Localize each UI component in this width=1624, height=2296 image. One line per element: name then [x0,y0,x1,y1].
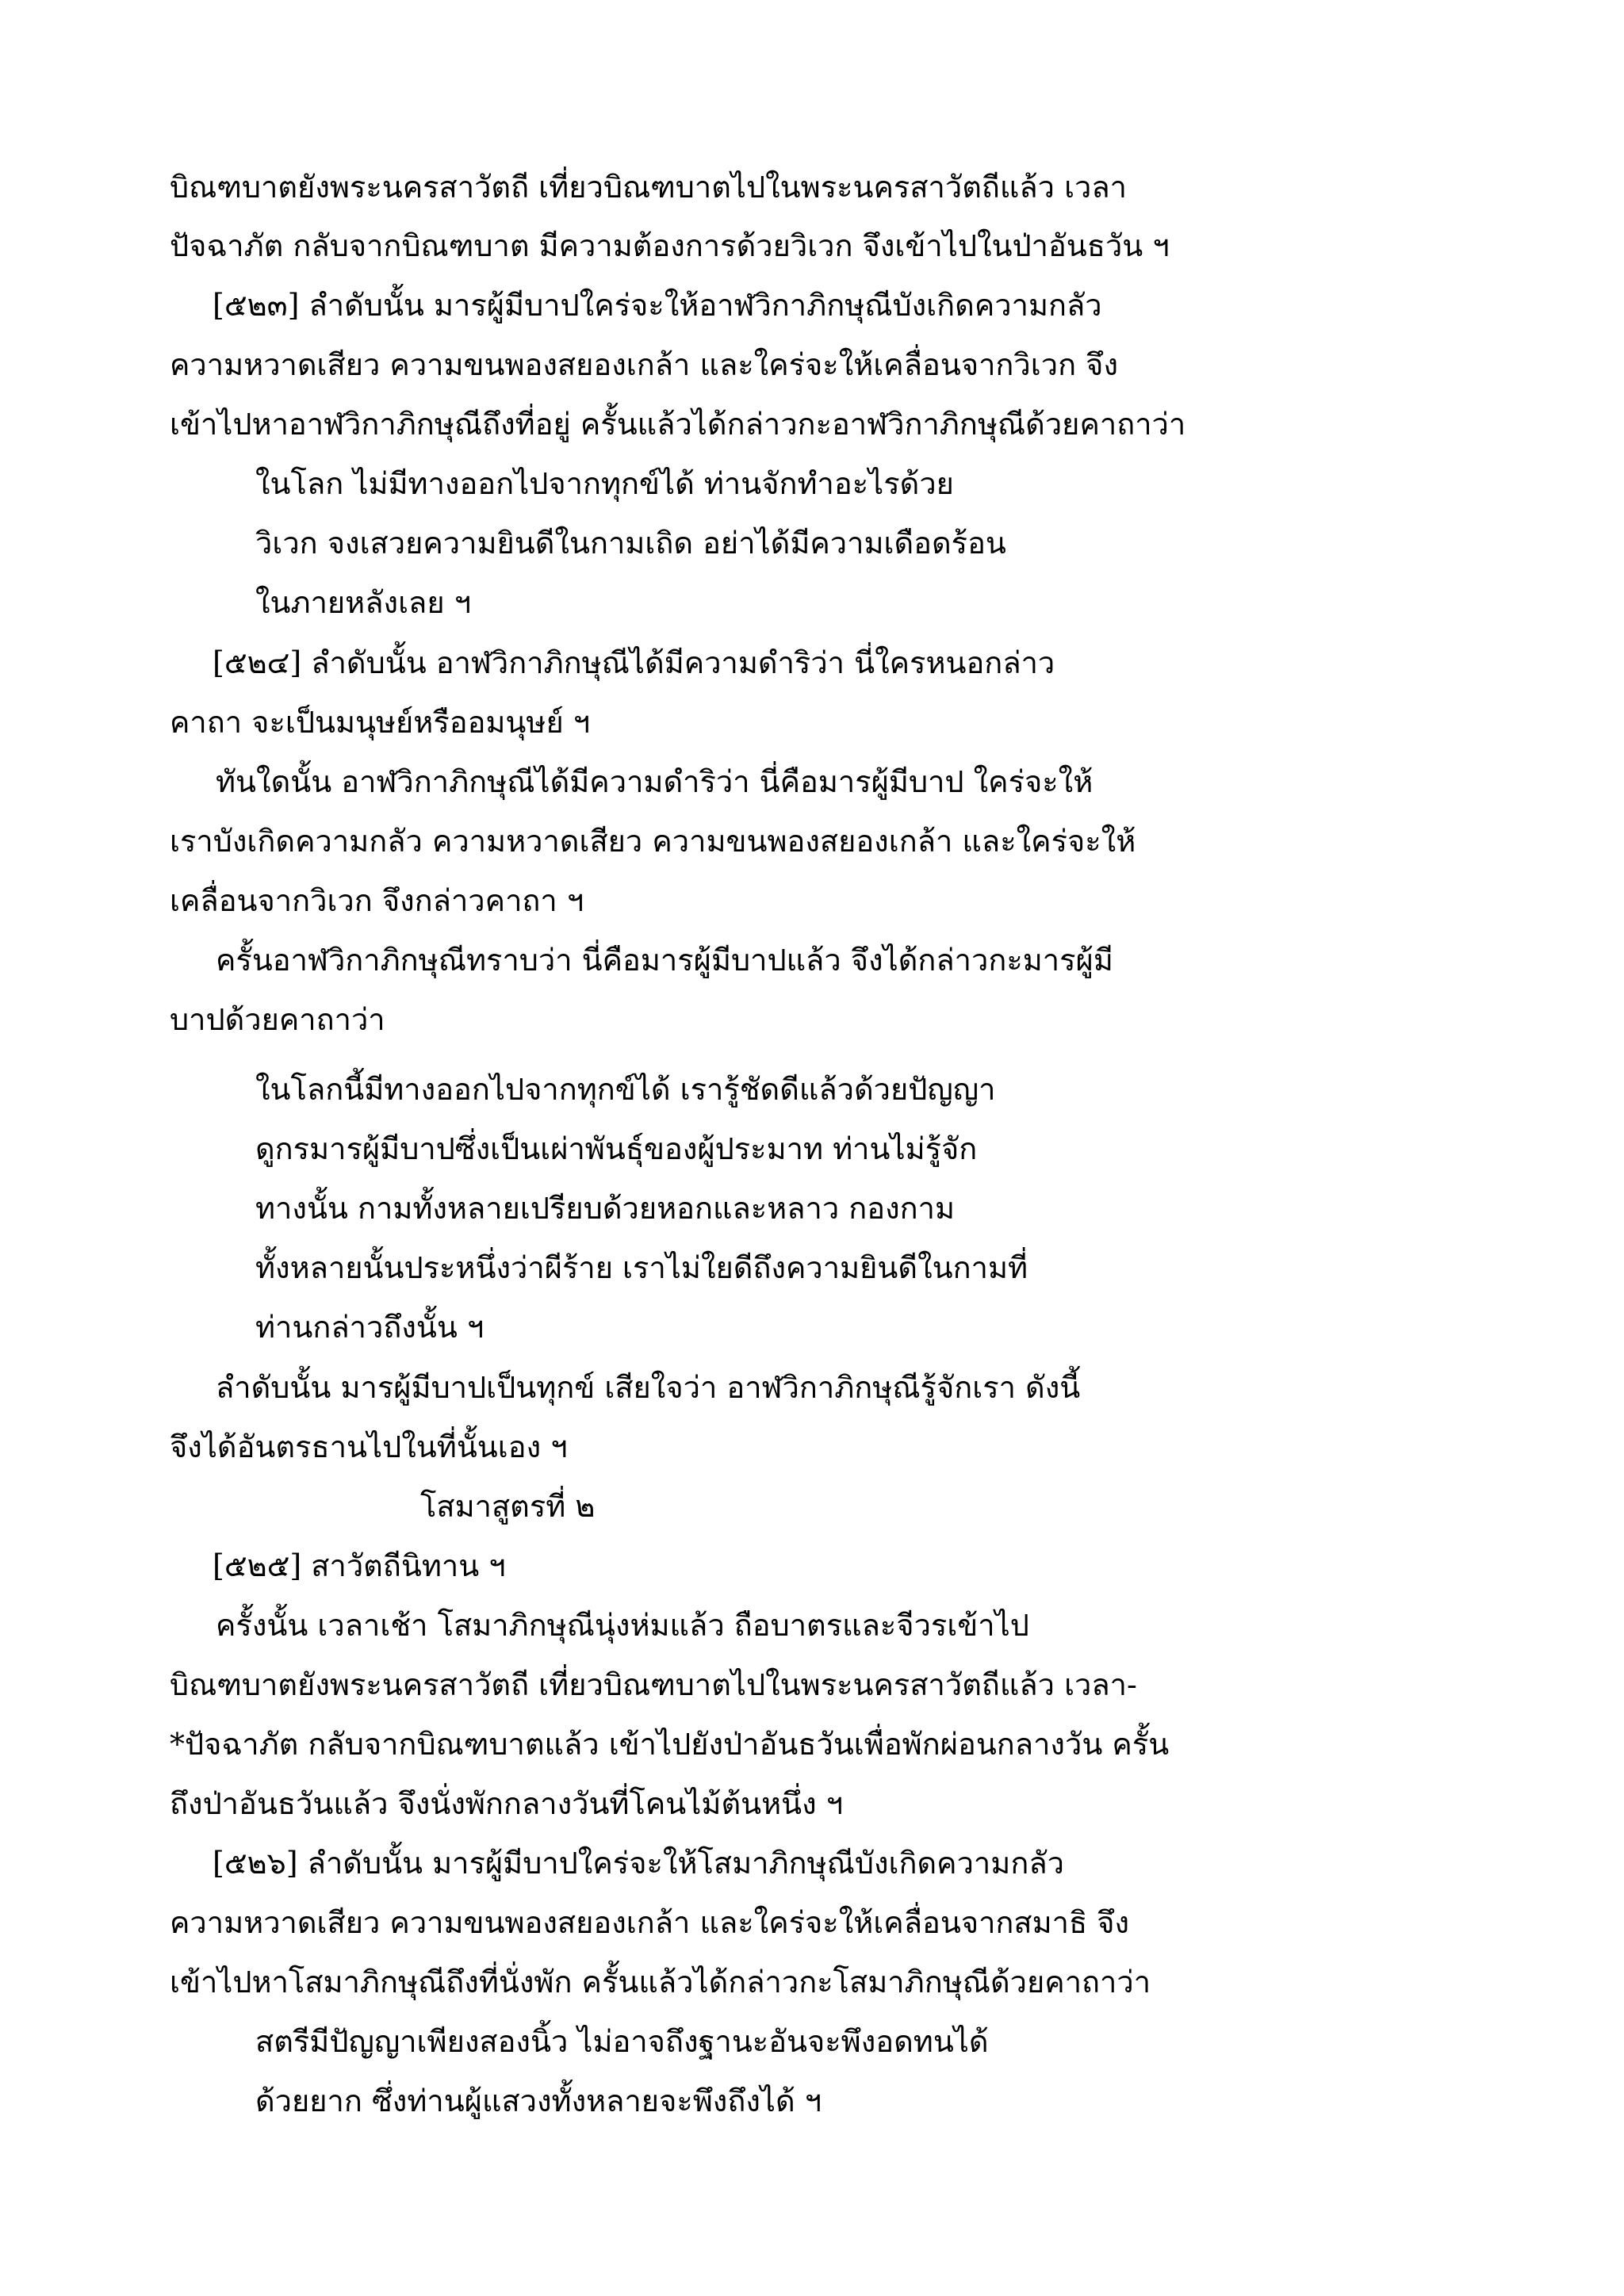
text-line: ความหวาดเสียว ความขนพองสยองเกล้า และใคร่จะให้เคลื่อนจากสมาธิ จึง [170,1905,1130,1940]
paragraph-start-line: [๕๒๔] ลำดับนั้น อาฬวิกาภิกษุณีได้มีความดำริว่า นี่ใครหนอกล่าว [213,645,1055,680]
text-line: *ปัจฉาภัต กลับจากบิณฑบาตแล้ว เข้าไปยังป่าอันธวันเพื่อพักผ่อนกลางวัน ครั้น [170,1727,1170,1762]
verse-line: ทางนั้น กามทั้งหลายเปรียบด้วยหอกและหลาว กองกาม [255,1191,956,1226]
text-line: บิณฑบาตยังพระนครสาวัตถี เที่ยวบิณฑบาตไปในพระนครสาวัตถีแล้ว เวลา [170,170,1128,205]
section-title: โสมาสูตรที่ ๒ [420,1489,596,1524]
verse-line: ทั้งหลายนั้นประหนึ่งว่าผีร้าย เราไม่ใยดีถึงความยินดีในกามที่ [255,1250,1028,1285]
paragraph-start-line: ลำดับนั้น มารผู้มีบาปเป็นทุกข์ เสียใจว่า อาฬวิกาภิกษุณีรู้จักเรา ดังนี้ [216,1370,1081,1405]
verse-line: ในภายหลังเลย ฯ [255,585,472,620]
text-line: คาถา จะเป็นมนุษย์หรืออมนุษย์ ฯ [170,705,591,740]
text-line: เข้าไปหาอาฬวิกาภิกษุณีถึงที่อยู่ ครั้นแล้วได้กล่าวกะอาฬวิกาภิกษุณีด้วยคาถาว่า [170,407,1186,442]
paragraph-start-line: ทันใดนั้น อาฬวิกาภิกษุณีได้มีความดำริว่า นี่คือมารผู้มีบาป ใคร่จะให้ [216,764,1094,799]
verse-line: ด้วยยาก ซึ่งท่านผู้แสวงทั้งหลายจะพึงถึงได้ ฯ [255,2084,822,2118]
paragraph-start-line: ครั้นอาฬวิกาภิกษุณีทราบว่า นี่คือมารผู้มีบาปแล้ว จึงได้กล่าวกะมารผู้มี [216,943,1113,978]
paragraph-start-line: [๕๒๓] ลำดับนั้น มารผู้มีบาปใคร่จะให้อาฬวิกาภิกษุณีบังเกิดความกลัว [213,288,1102,323]
verse-line: สตรีมีปัญญาเพียงสองนิ้ว ไม่อาจถึงฐานะอันจะพึงอดทนได้ [255,2024,989,2059]
text-line: ความหวาดเสียว ความขนพองสยองเกล้า และใคร่จะให้เคลื่อนจากวิเวก จึง [170,347,1118,382]
text-line: จึงได้อันตรธานไปในที่นั้นเอง ฯ [170,1429,568,1464]
verse-line: ดูกรมารผู้มีบาปซึ่งเป็นเผ่าพันธุ์ของผู้ประมาท ท่านไม่รู้จัก [255,1131,978,1166]
verse-line: ท่านกล่าวถึงนั้น ฯ [255,1310,485,1345]
text-line: ปัจฉาภัต กลับจากบิณฑบาต มีความต้องการด้วยวิเวก จึงเข้าไปในป่าอันธวัน ฯ [170,228,1170,263]
paragraph-start-line: [๕๒๕] สาวัตถีนิทาน ฯ [213,1548,506,1583]
paragraph-start-line: ครั้งนั้น เวลาเช้า โสมาภิกษุณีนุ่งห่มแล้ว ถือบาตรและจีวรเข้าไป [216,1608,1029,1643]
text-line: ถึงป่าอันธวันแล้ว จึงนั่งพักกลางวันที่โคนไม้ต้นหนึ่ง ฯ [170,1786,844,1821]
text-line: เคลื่อนจากวิเวก จึงกล่าวคาถา ฯ [170,883,584,918]
text-line: บาปด้วยคาถาว่า [170,1002,385,1037]
paragraph-start-line: [๕๒๖] ลำดับนั้น มารผู้มีบาปใคร่จะให้โสมาภิกษุณีบังเกิดความกลัว [213,1846,1064,1881]
verse-line: ในโลก ไม่มีทางออกไปจากทุกข์ได้ ท่านจักทำอะไรด้วย [255,466,954,501]
verse-line: วิเวก จงเสวยความยินดีในกามเถิด อย่าได้มีความเดือดร้อน [255,526,1006,561]
text-line: เข้าไปหาโสมาภิกษุณีถึงที่นั่งพัก ครั้นแล้วได้กล่าวกะโสมาภิกษุณีด้วยคาถาว่า [170,1965,1151,1999]
text-line: บิณฑบาตยังพระนครสาวัตถี เที่ยวบิณฑบาตไปในพระนครสาวัตถีแล้ว เวลา- [170,1667,1137,1702]
text-line: เราบังเกิดความกลัว ความหวาดเสียว ความขนพองสยองเกล้า และใคร่จะให้ [170,824,1136,859]
verse-line: ในโลกนี้มีทางออกไปจากทุกข์ได้ เรารู้ชัดดีแล้วด้วยปัญญา [255,1072,996,1107]
